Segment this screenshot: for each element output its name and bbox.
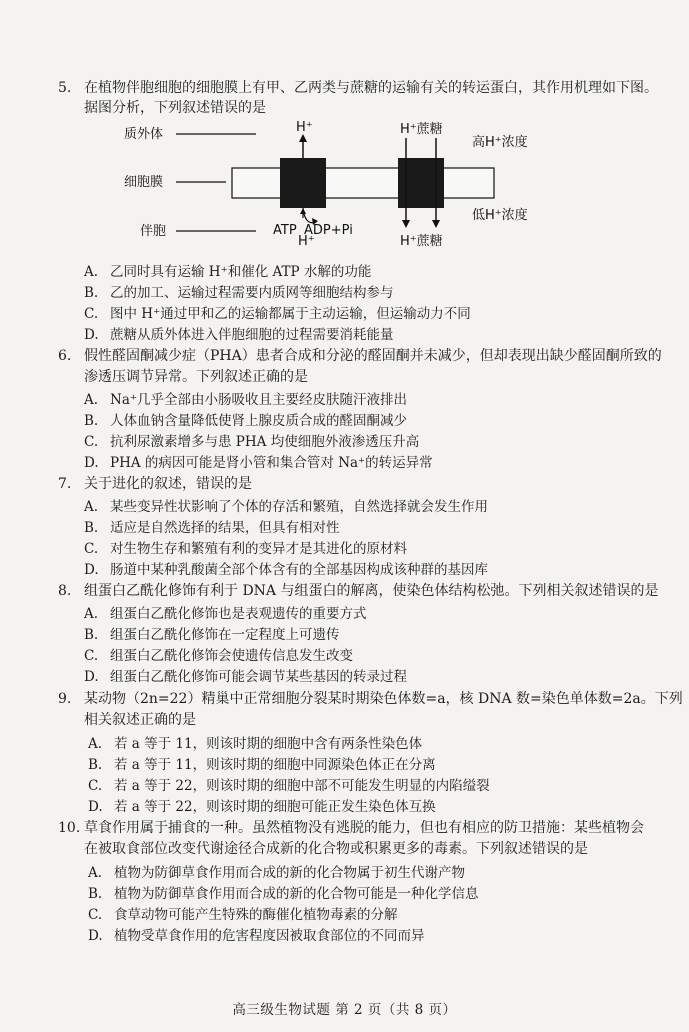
question-9-option-a [88, 732, 422, 752]
question-text: 在植物伴胞细胞的细胞膜上有甲、乙两类与蔗糖的运输有关的转运蛋白，其作用机理如下图。 [84, 80, 658, 96]
option-letter: A. [84, 606, 99, 622]
page-footer: 高三级生物试题 第 2 页（共 8 页） [232, 1002, 457, 1018]
question-8-option-d [84, 665, 407, 685]
cell-membrane-band [232, 168, 494, 198]
question-number: 5. [58, 80, 72, 96]
arrow-head-icon [300, 208, 306, 214]
question-9-stem-line1 [58, 688, 683, 708]
question-5-option-a [84, 260, 371, 280]
option-text: Na⁺几乎全部由小肠吸收且主要经皮肤随汗液排出 [110, 392, 407, 408]
option-letter: C. [84, 306, 99, 322]
label-high-h: 高H⁺浓度 [472, 135, 528, 150]
question-text: 假性醛固酮减少症（PHA）患者合成和分泌的醛固酮并未减少，但却表现出缺少醛固酮所致的 [84, 348, 662, 364]
question-7-stem [58, 473, 252, 493]
question-7-option-c [84, 537, 407, 557]
question-7-option-b [84, 516, 340, 536]
option-letter: D. [88, 799, 103, 815]
arrow-head-icon [299, 134, 307, 142]
arrow-head-icon [402, 220, 410, 228]
question-9-option-c [88, 774, 490, 794]
question-10-option-b [88, 882, 479, 902]
label-h-bottom: H⁺ [298, 234, 315, 249]
question-number: 10. [58, 820, 81, 836]
question-number: 9. [58, 691, 72, 707]
question-text: 关于进化的叙述，错误的是 [84, 476, 252, 492]
option-letter: D. [84, 562, 99, 578]
label-companion-cell: 伴胞 [140, 224, 167, 239]
option-text: 食草动物可能产生特殊的酶催化植物毒素的分解 [114, 907, 398, 923]
question-number: 8. [58, 583, 72, 599]
option-letter: B. [88, 757, 103, 773]
question-9-stem-line2: 相关叙述正确的是 [84, 712, 196, 728]
question-8-option-c [84, 644, 353, 664]
option-text: 组蛋白乙酰化修饰在一定程度上可遗传 [110, 627, 340, 643]
question-8-option-a [84, 602, 367, 622]
option-text: 图中 H⁺通过甲和乙的运输都属于主动运输，但运输动力不同 [110, 306, 471, 322]
option-letter: C. [84, 648, 99, 664]
option-letter: C. [84, 434, 99, 450]
question-6-option-b [84, 409, 407, 429]
option-text: 乙同时具有运输 H⁺和催化 ATP 水解的功能 [110, 264, 372, 280]
question-5-stem-line1 [58, 77, 658, 97]
transport-protein-left [280, 158, 326, 208]
option-text: 若 a 等于 11，则该时期的细胞中同源染色体正在分离 [114, 757, 436, 773]
option-text: 若 a 等于 11，则该时期的细胞中含有两条性染色体 [114, 736, 423, 752]
option-letter: A. [84, 499, 99, 515]
question-6-stem-line1 [58, 345, 662, 365]
question-7-option-d [84, 558, 488, 578]
option-text: 若 a 等于 22，则该时期的细胞可能正发生染色体互换 [114, 799, 436, 815]
arrow-head-icon [432, 220, 440, 228]
label-membrane: 细胞膜 [124, 175, 164, 190]
option-letter: B. [88, 886, 103, 902]
label-h-top: H⁺ [296, 120, 313, 135]
option-text: 组蛋白乙酰化修饰可能会调节某些基因的转录过程 [110, 669, 407, 685]
option-text: 若 a 等于 22，则该时期的细胞中部不可能发生明显的内陷缢裂 [114, 778, 490, 794]
option-letter: D. [84, 669, 99, 685]
option-text: 某些变异性状影响了个体的存活和繁殖，自然选择就会发生作用 [110, 499, 488, 515]
option-text: PHA 的病因可能是肾小管和集合管对 Na⁺的转运异常 [110, 455, 433, 471]
option-letter: A. [88, 736, 103, 752]
question-10-option-d [88, 924, 425, 944]
label-h-sucrose-top: H⁺蔗糖 [400, 122, 443, 137]
option-letter: A. [88, 865, 103, 881]
question-text: 某动物（2n=22）精巢中正常细胞分裂某时期染色体数=a，核 DNA 数=染色单体数=2a。下列 [84, 691, 683, 707]
question-5-option-d [84, 323, 394, 343]
option-letter: D. [84, 455, 99, 471]
label-atp: ATP [273, 223, 297, 238]
option-text: 抗利尿激素增多与患 PHA 均使细胞外液渗透压升高 [110, 434, 420, 450]
question-10-option-c [88, 903, 398, 923]
option-letter: C. [88, 907, 103, 923]
option-text: 蔗糖从质外体进入伴胞细胞的过程需要消耗能量 [110, 327, 394, 343]
question-5-option-c [84, 302, 471, 322]
option-letter: D. [88, 928, 103, 944]
question-9-option-b [88, 753, 436, 773]
option-text: 对生物生存和繁殖有利的变异才是其进化的原材料 [110, 541, 407, 557]
option-letter: B. [84, 413, 99, 429]
option-text: 肠道中某种乳酸菌全部个体含有的全部基因构成该种群的基因库 [110, 562, 488, 578]
label-h-sucrose-bottom: H⁺蔗糖 [400, 234, 443, 249]
question-5-stem-line2: 据图分析，下列叙述错误的是 [84, 100, 266, 116]
question-10-stem-line2: 在被取食部位改变代谢途径合成新的化合物或积累更多的毒素。下列叙述错误的是 [84, 841, 588, 857]
question-number: 7. [58, 476, 72, 492]
transport-diagram [120, 118, 560, 258]
option-text: 植物为防御草食作用而合成的新的化合物属于初生代谢产物 [114, 865, 465, 881]
option-letter: B. [84, 520, 99, 536]
question-9-option-d [88, 795, 436, 815]
option-letter: B. [84, 285, 99, 301]
question-6-option-c [84, 430, 419, 450]
option-letter: C. [88, 778, 103, 794]
option-text: 乙的加工、运输过程需要内质网等细胞结构参与 [110, 285, 394, 301]
option-letter: A. [84, 392, 99, 408]
question-7-option-a [84, 495, 488, 515]
option-text: 组蛋白乙酰化修饰会使遗传信息发生改变 [110, 648, 353, 664]
option-text: 组蛋白乙酰化修饰也是表观遗传的重要方式 [110, 606, 367, 622]
question-10-stem-line1 [58, 817, 644, 837]
option-letter: C. [84, 541, 99, 557]
option-text: 植物为防御草食作用而合成的新的化合物可能是一种化学信息 [114, 886, 479, 902]
question-8-option-b [84, 623, 340, 643]
option-text: 适应是自然选择的结果，但具有相对性 [110, 520, 340, 536]
option-letter: D. [84, 327, 99, 343]
option-text: 植物受草食作用的危害程度因被取食部位的不同而异 [114, 928, 425, 944]
question-5-option-b [84, 281, 394, 301]
label-adp: ADP+Pi [304, 223, 353, 238]
question-10-option-a [88, 861, 465, 881]
question-number: 6. [58, 348, 72, 364]
question-8-stem [58, 580, 658, 600]
option-letter: B. [84, 627, 99, 643]
label-apoplast: 质外体 [124, 127, 164, 142]
question-text: 草食作用属于捕食的一种。虽然植物没有逃脱的能力，但也有相应的防卫措施：某些植物会 [84, 820, 644, 836]
option-text: 人体血钠含量降低使肾上腺皮质合成的醛固酮减少 [110, 413, 407, 429]
question-text: 组蛋白乙酰化修饰有利于 DNA 与组蛋白的解离，使染色体结构松弛。下列相关叙述错误的是 [84, 583, 659, 599]
question-6-option-a [84, 388, 407, 408]
question-6-stem-line2: 渗透压调节异常。下列叙述正确的是 [84, 369, 308, 385]
transport-protein-right [398, 158, 444, 208]
label-low-h: 低H⁺浓度 [472, 208, 528, 223]
option-letter: A. [84, 264, 99, 280]
question-6-option-d [84, 451, 433, 471]
